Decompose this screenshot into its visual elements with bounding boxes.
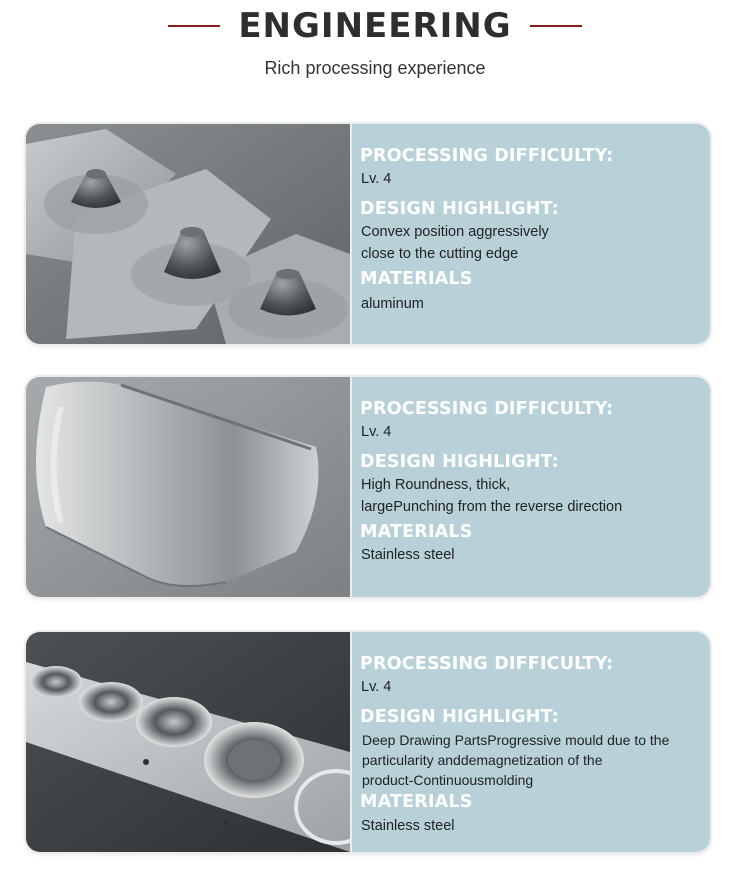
materials-label: MATERIALS <box>360 269 473 289</box>
materials-value: Stainless steel <box>361 818 455 834</box>
product-card-1 <box>26 124 710 344</box>
page-header <box>0 0 750 100</box>
product-photo-2 <box>26 377 352 597</box>
difficulty-label: PROCESSING DIFFICULTY: <box>360 654 614 674</box>
difficulty-label: PROCESSING DIFFICULTY: <box>360 146 614 166</box>
highlight-line-2: close to the cutting edge <box>361 246 519 262</box>
progressive-strip-image <box>26 632 350 852</box>
title-divider-right <box>530 25 582 27</box>
highlight-line-1: Convex position aggressively <box>361 224 549 240</box>
difficulty-value: Lv. 4 <box>361 679 392 695</box>
product-photo-1 <box>26 124 352 344</box>
highlight-label: DESIGN HIGHLIGHT: <box>360 199 559 219</box>
product-info-3 <box>360 632 700 852</box>
highlight-line-2: largePunching from the reverse direction <box>361 499 623 515</box>
materials-label: MATERIALS <box>360 522 473 542</box>
product-card-3 <box>26 632 710 852</box>
title-divider-left <box>168 25 220 27</box>
materials-value: Stainless steel <box>361 547 455 563</box>
product-card-2 <box>26 377 710 597</box>
highlight-line-1: High Roundness, thick, <box>361 477 511 493</box>
page-subtitle: Rich processing experience <box>264 58 486 78</box>
product-photo-3 <box>26 632 352 852</box>
highlight-line-3: product-Continuousmolding <box>362 772 534 788</box>
materials-label: MATERIALS <box>360 792 473 812</box>
product-info-1 <box>360 124 700 344</box>
highlight-label: DESIGN HIGHLIGHT: <box>360 452 559 472</box>
title-row <box>0 4 750 48</box>
difficulty-value: Lv. 4 <box>361 424 392 440</box>
aluminum-parts-image <box>26 124 350 344</box>
highlight-label: DESIGN HIGHLIGHT: <box>360 707 559 727</box>
difficulty-label: PROCESSING DIFFICULTY: <box>360 399 614 419</box>
product-info-2 <box>360 377 700 597</box>
highlight-line-1: Deep Drawing PartsProgressive mould due to the <box>362 732 670 748</box>
page-title: ENGINEERING <box>238 6 512 46</box>
difficulty-value: Lv. 4 <box>361 171 392 187</box>
highlight-line-2: particularity anddemagnetization of the <box>362 752 603 768</box>
materials-value: aluminum <box>361 296 424 312</box>
stainless-cylinder-image <box>26 377 350 597</box>
